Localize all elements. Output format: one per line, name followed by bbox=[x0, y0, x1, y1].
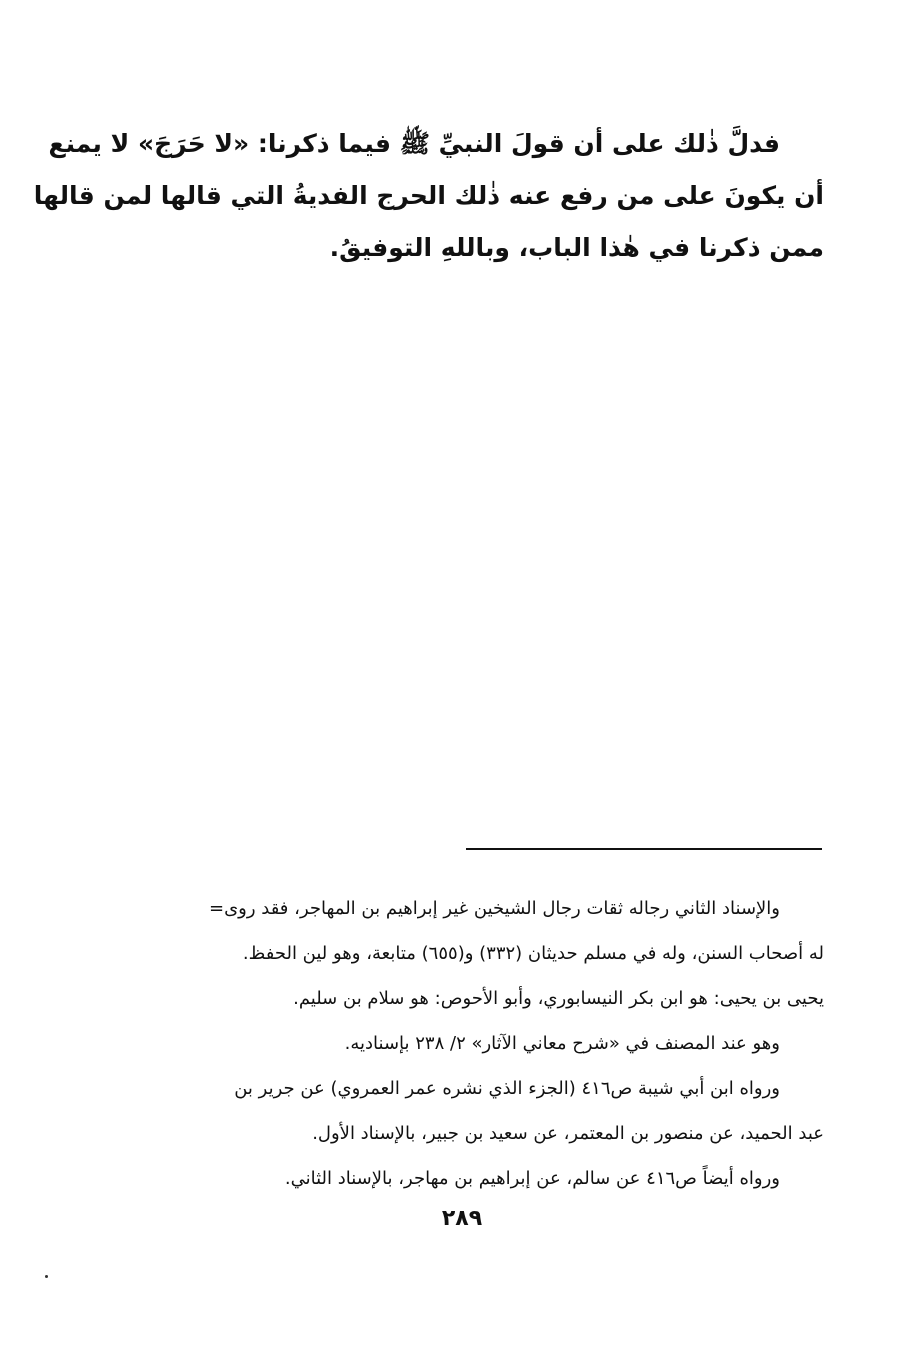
main-body-text bbox=[33, 118, 824, 274]
footnote-line-1 bbox=[112, 886, 824, 931]
footnote-line-4: وهو عند المصنف في «شرح معاني الآثار» ٢/ ٢٣٨ بإسناديه. bbox=[344, 1033, 780, 1054]
scan-speck bbox=[45, 1275, 48, 1278]
main-text-line-2: أن يكونَ على من رفع عنه ذٰلك الحرج الفديةُ التي قالها لمن قالها bbox=[33, 181, 824, 210]
footnote-line-3: يحيى بن يحيى: هو ابن بكر النيسابوري، وأبو الأحوص: هو سلام بن سليم. bbox=[293, 988, 824, 1009]
main-text-line-1: فدلَّ ذٰلك على أن قولَ النبيِّ ﷺ فيما ذكرنا: «لا حَرَجَ» لا يمنع bbox=[48, 129, 780, 158]
footnote-line-6: عبد الحميد، عن منصور بن المعتمر، عن سعيد بن جبير، بالإسناد الأول. bbox=[312, 1123, 824, 1144]
continuation-mark: = bbox=[208, 898, 225, 919]
footnote-divider bbox=[466, 848, 822, 850]
footnote-line-7: ورواه أيضاً ص٤١٦ عن سالم، عن إبراهيم بن مهاجر، بالإسناد الثاني. bbox=[284, 1168, 780, 1189]
footnotes-section bbox=[112, 886, 824, 1201]
footnote-line-5: ورواه ابن أبي شيبة ص٤١٦ (الجزء الذي نشره عمر العمروي) عن جرير بن bbox=[234, 1078, 780, 1099]
footnote-line-2: له أصحاب السنن، وله في مسلم حديثان (٣٣٢) و(٦٥٥) متابعة، وهو لين الحفظ. bbox=[242, 943, 824, 964]
page-number: ٢٨٩ bbox=[441, 1206, 483, 1231]
footnote-line-1-text: والإسناد الثاني رجاله ثقات رجال الشيخين غير إبراهيم بن المهاجر، فقد روى bbox=[224, 898, 780, 919]
main-text-line-3: ممن ذكرنا في هٰذا الباب، وباللهِ التوفيقُ. bbox=[329, 233, 824, 262]
